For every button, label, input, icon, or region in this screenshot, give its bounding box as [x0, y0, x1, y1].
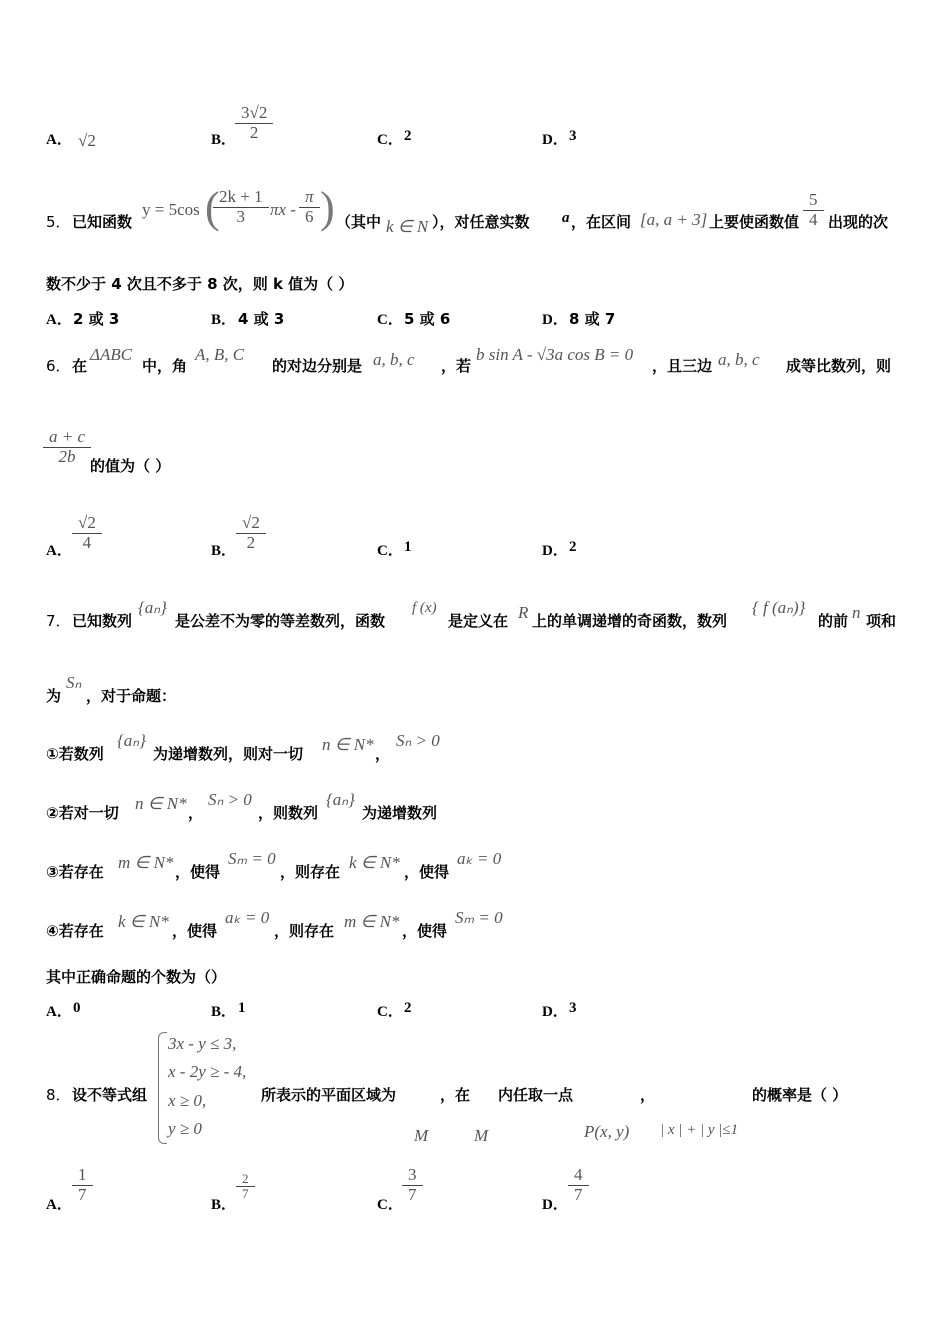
q8-abs-condition: | x | + | y |≤1 [660, 1122, 739, 1138]
q7-p3-m: m ∈ N* [118, 853, 174, 872]
q6-angles: A, B, C [195, 345, 245, 364]
q7-f-sequence: { f (aₙ)} [752, 598, 806, 617]
q8-text-1: 设不等式组 [72, 1086, 148, 1104]
q7-p3-s: Sₘ = 0 [228, 849, 276, 868]
q7-p3-text-a: ③若存在 [46, 863, 104, 881]
q6-option-a-fraction [75, 514, 99, 552]
q5-inner-mid: πx - [270, 200, 296, 219]
q7-text-4: 上的单调递增的奇函数，数列 [532, 612, 728, 630]
q7-p2-seq: {aₙ} [326, 790, 355, 809]
q6-option-d-value: 2 [569, 539, 577, 555]
q8-point-P: P(x, y) [584, 1122, 630, 1141]
q7-p4-ak: aₖ = 0 [225, 908, 270, 927]
q5-text-2: （其中 [336, 213, 382, 231]
q5-text-4: ，在区间 [571, 213, 632, 231]
q5-pi-den: 6 [305, 206, 314, 226]
q5-option-a-value: 2 或 3 [73, 310, 120, 328]
q5-inner-den: 3 [236, 206, 246, 226]
q6-text-3: 的对边分别是 [272, 357, 363, 375]
q6-equation: b sin A - √3a cos B = 0 [476, 345, 634, 364]
q7-p4-text-b: ，使得 [172, 922, 218, 940]
q4-option-a-label: A． [46, 132, 72, 148]
q5-option-d-value: 8 或 7 [569, 310, 616, 328]
q5-text-3: ），对任意实数 [432, 213, 530, 231]
q5-pi-fraction [302, 188, 317, 226]
q6-option-b-label: B． [211, 543, 237, 559]
q7-p1-cond: n ∈ N* [322, 735, 374, 754]
q8-option-c-den: 7 [408, 1184, 417, 1204]
q7-option-c-value: 2 [404, 1000, 412, 1016]
q7-R: R [518, 603, 529, 622]
q6-option-b-num: √2 [242, 513, 260, 532]
q7-p1-text-b: 为递增数列，则对一切 [153, 745, 304, 763]
q7-sequence: {aₙ} [138, 598, 167, 617]
q8-M-2: M [474, 1126, 489, 1145]
q7-p2-text-c: ，则数列 [258, 804, 319, 822]
q7-text-2: 是公差不为零的等差数列，函数 [175, 612, 386, 630]
q7-text-1: 已知数列 [72, 612, 133, 630]
q5-val-den: 4 [809, 209, 818, 229]
q5-var-a: a [562, 210, 570, 226]
q7-option-c-label: C． [377, 1004, 403, 1020]
q7-p2-text-b: ， [188, 804, 204, 822]
q5-line-2: 数不少于 4 次且不多于 8 次，则 k 值为（ ） [46, 275, 354, 293]
q8-text-3: ，在 [440, 1086, 471, 1104]
q5-func: y = 5cos [142, 200, 200, 219]
q8-option-a-fraction [75, 1166, 90, 1204]
q5-inner-num: 2k + 1 [219, 187, 263, 206]
q6-option-a-num: √2 [78, 513, 96, 532]
q8-option-a-den: 7 [78, 1184, 87, 1204]
q5-value-fraction [806, 191, 821, 229]
q7-p2-text-d: 为递增数列 [362, 804, 438, 822]
q4-option-d-label: D． [542, 132, 568, 148]
q4-option-b-den: 2 [249, 122, 259, 142]
q4-option-b-label: B． [211, 132, 237, 148]
q7-text-3: 是定义在 [448, 612, 509, 630]
q8-option-d-den: 7 [574, 1184, 583, 1204]
q6-sides-2: a, b, c [718, 350, 760, 369]
q8-option-b-den: 7 [242, 1186, 249, 1202]
q6-option-b-fraction [239, 514, 263, 552]
q8-number: 8． [46, 1086, 71, 1104]
q4-option-c-label: C． [377, 132, 403, 148]
q7-p3-ak: aₖ = 0 [457, 849, 502, 868]
q7-p1-text-a: ①若数列 [46, 745, 104, 763]
q6-text-4: ，若 [441, 357, 472, 375]
q8-option-a-num: 1 [78, 1165, 87, 1184]
q6-text-6: 成等比数列，则 [786, 357, 892, 375]
q6-number: 6． [46, 357, 71, 375]
q7-n: n [852, 603, 861, 622]
q5-option-d-label: D． [542, 312, 568, 328]
q6-sides: a, b, c [373, 350, 415, 369]
q7-p4-m: m ∈ N* [344, 912, 400, 931]
q4-option-b-fraction [238, 104, 270, 142]
q8-system-line-1: 3x - y ≤ 3, [168, 1034, 237, 1053]
q7-p3-text-b: ，使得 [175, 863, 221, 881]
q5-cond: k ∈ N [386, 217, 429, 236]
q5-pi-num: π [305, 187, 314, 206]
q5-inner-fraction [216, 188, 266, 226]
q5-text-6: 出现的次 [828, 213, 889, 231]
q8-text-2: 所表示的平面区域为 [261, 1086, 397, 1104]
q5-option-a-label: A． [46, 312, 72, 328]
q7-text-6: 项和 [866, 612, 897, 630]
q7-p1-text-c: ， [375, 745, 391, 763]
q4-option-d-value: 3 [569, 128, 577, 144]
q8-option-d-num: 4 [574, 1165, 583, 1184]
q7-option-a-label: A． [46, 1004, 72, 1020]
q8-option-c-fraction [405, 1166, 420, 1204]
q8-option-d-fraction [571, 1166, 586, 1204]
q7-option-a-value: 0 [73, 1000, 81, 1016]
q6-frac-den: 2b [58, 446, 76, 466]
q7-option-d-value: 3 [569, 1000, 577, 1016]
q5-val-num: 5 [809, 190, 818, 209]
q5-interval: [a, a + 3] [640, 210, 708, 229]
q8-option-c-num: 3 [408, 1165, 417, 1184]
q7-p3-text-d: ，使得 [404, 863, 450, 881]
q8-text-6: 的概率是（ ） [752, 1086, 848, 1104]
q6-option-c-value: 1 [404, 539, 412, 555]
q6-triangle: ΔABC [90, 345, 133, 364]
q7-option-b-value: 1 [238, 1000, 246, 1016]
q8-text-5: ， [640, 1086, 656, 1104]
q7-p2-cond: n ∈ N* [135, 794, 187, 813]
q6-option-a-den: 4 [82, 532, 92, 552]
q7-p4-text-a: ④若存在 [46, 922, 104, 940]
q6-option-a-label: A． [46, 543, 72, 559]
q7-p3-text-c: ，则存在 [280, 863, 341, 881]
q4-option-a-value: √2 [78, 131, 96, 150]
q5-option-c-label: C． [377, 312, 403, 328]
q5-number: 5． [46, 213, 71, 231]
q6-option-d-label: D． [542, 543, 568, 559]
q7-p4-text-c: ，则存在 [274, 922, 335, 940]
q8-text-4: 内任取一点 [498, 1086, 574, 1104]
q6-text-2: 中，角 [142, 357, 188, 375]
q7-p4-s: Sₘ = 0 [455, 908, 503, 927]
q7-option-b-label: B． [211, 1004, 237, 1020]
q4-option-b-num: 3√2 [241, 103, 268, 122]
q7-number: 7． [46, 612, 71, 630]
q8-option-b-num: 2 [242, 1171, 249, 1186]
q6-fraction [46, 428, 88, 466]
q7-p1-result: Sₙ > 0 [396, 731, 440, 750]
q8-option-a-label: A． [46, 1197, 72, 1213]
q7-p2-result: Sₙ > 0 [208, 790, 252, 809]
q8-system-line-4: y ≥ 0 [168, 1119, 202, 1138]
q7-text-7: 为 [46, 687, 62, 705]
q8-system-line-2: x - 2y ≥ - 4, [168, 1062, 247, 1081]
q7-option-d-label: D． [542, 1004, 568, 1020]
q6-option-b-den: 2 [246, 532, 256, 552]
q6-text-1: 在 [72, 357, 88, 375]
q7-p4-k: k ∈ N* [118, 912, 169, 931]
q7-function: f (x) [412, 600, 437, 616]
q7-text-8: ，对于命题： [86, 687, 177, 705]
q8-system-brace [158, 1032, 167, 1144]
q5-option-b-value: 4 或 3 [238, 310, 285, 328]
q7-text-5: 的前 [818, 612, 849, 630]
q7-Sn: Sₙ [66, 673, 82, 692]
q6-frac-num: a + c [49, 427, 86, 446]
q5-text-1: 已知函数 [72, 213, 133, 231]
q4-option-c-value: 2 [404, 128, 412, 144]
q8-option-b-fraction [239, 1172, 252, 1202]
q8-M-1: M [414, 1126, 429, 1145]
q7-p3-k: k ∈ N* [349, 853, 400, 872]
q7-p1-seq: {aₙ} [117, 731, 146, 750]
q5-text-5: 上要使函数值 [709, 213, 800, 231]
q6-text-7: 的值为（ ） [90, 457, 171, 475]
q5-paren-right: ) [320, 183, 335, 232]
q5-option-b-label: B． [211, 312, 237, 328]
q7-p2-text-a: ②若对一切 [46, 804, 119, 822]
q6-text-5: ，且三边 [652, 357, 713, 375]
q7-p4-text-d: ，使得 [402, 922, 448, 940]
q7-question: 其中正确命题的个数为（） [46, 968, 227, 986]
q8-option-d-label: D． [542, 1197, 568, 1213]
q6-option-c-label: C． [377, 543, 403, 559]
q8-option-c-label: C． [377, 1197, 403, 1213]
q5-option-c-value: 5 或 6 [404, 310, 451, 328]
q8-option-b-label: B． [211, 1197, 237, 1213]
q8-system-line-3: x ≥ 0, [168, 1091, 207, 1110]
q5-paren-left: ( [205, 183, 220, 232]
